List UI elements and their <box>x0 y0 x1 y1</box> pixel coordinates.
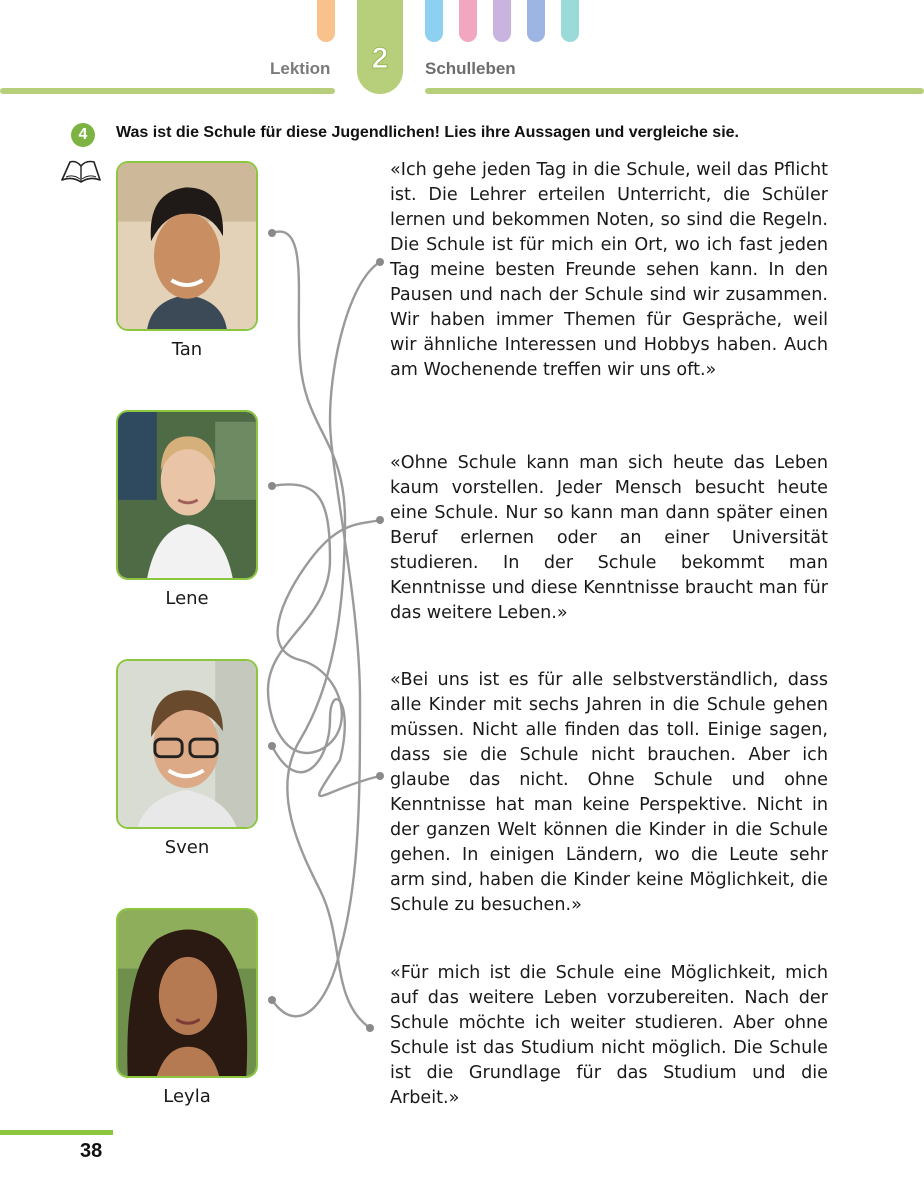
quote-4: «Für mich ist die Schule eine Möglichkeit, mich auf das weitere Leben vorzubereiten. Nach der Schule möchte ich weiter studieren. Aber ohne Schule ist das Studium nicht möglich. Die Schule ist die Grundlage für das Studium und die Arbeit.» <box>390 963 828 1108</box>
color-tab-orange <box>317 0 335 42</box>
student-name-sven: Sven <box>164 837 210 858</box>
lesson-number: 2 <box>371 42 389 75</box>
connector-dot <box>376 772 384 780</box>
photo-leyla <box>116 908 258 1078</box>
color-tab-blue <box>425 0 443 42</box>
color-tab-pink <box>459 0 477 42</box>
page-number: 38 <box>80 1140 103 1162</box>
student-name-lene: Lene <box>165 588 209 609</box>
connector-dot <box>268 229 276 237</box>
connector-dot <box>268 482 276 490</box>
color-tab-lilac <box>493 0 511 42</box>
quote-2: «Ohne Schule kann man sich heute das Leben kaum vorstellen. Jeder Mensch besucht heute eine Schule. Nur so kann man dann später einen Beruf erlernen oder an einer Universität studieren. In der Schule bekommt man Kenntnisse und diese Kenntnisse braucht man für das weitere Leben.» <box>390 453 828 623</box>
photo-sven <box>116 659 258 829</box>
header-rule-right <box>425 88 924 94</box>
lektion-label: Lektion <box>270 59 331 78</box>
topic-title: Schulleben <box>425 59 516 78</box>
student-name-tan: Tan <box>171 339 203 360</box>
connector-dot <box>366 1024 374 1032</box>
quote-1: «Ich gehe jeden Tag in die Schule, weil das Pflicht ist. Die Lehrer erteilen Unterricht, die Schüler lernen und bekommen Noten, so sind die Regeln. Die Schule ist für mich ein Ort, wo ich fast jeden Tag meine besten Freunde sehen kann. In den Pausen und nach der Schule sind wir zusammen. Wir haben immer Themen für Gespräche, weil wir ähnliche Interessen und Hobbys haben. Auch am Wochenende treffen wir uns oft.» <box>390 160 828 380</box>
photo-tan <box>116 161 258 331</box>
student-name-leyla: Leyla <box>163 1086 211 1107</box>
open-book-icon <box>60 158 102 184</box>
quote-3: «Bei uns ist es für alle selbstverständlich, dass alle Kinder mit sechs Jahren in die Schule gehen müssen. Nicht alle finden das toll. Einige sagen, dass sie die Schule nicht brauchen. Aber ich glaube das nicht. Ohne Schule und ohne Kenntnisse hat man keine Perspektive. Nicht in der ganzen Welt können die Kinder in die Schule gehen. In einigen Ländern, wo die Leute sehr arm sind, haben die Kinder keine Möglichkeit, die Schule zu besuchen.» <box>390 670 828 915</box>
connector-dot <box>268 742 276 750</box>
photo-lene <box>116 410 258 580</box>
task-instruction: Was ist die Schule für diese Jugendlichen! Lies ihre Aussagen und vergleiche sie. <box>116 124 739 141</box>
connector-dot <box>268 996 276 1004</box>
color-tab-periwinkle <box>527 0 545 42</box>
connector-dot <box>376 516 384 524</box>
task-number-badge: 4 <box>71 123 95 147</box>
header-rule-left <box>0 88 335 94</box>
footer-rule <box>0 1130 113 1135</box>
connector-dot <box>376 258 384 266</box>
color-tab-teal <box>561 0 579 42</box>
